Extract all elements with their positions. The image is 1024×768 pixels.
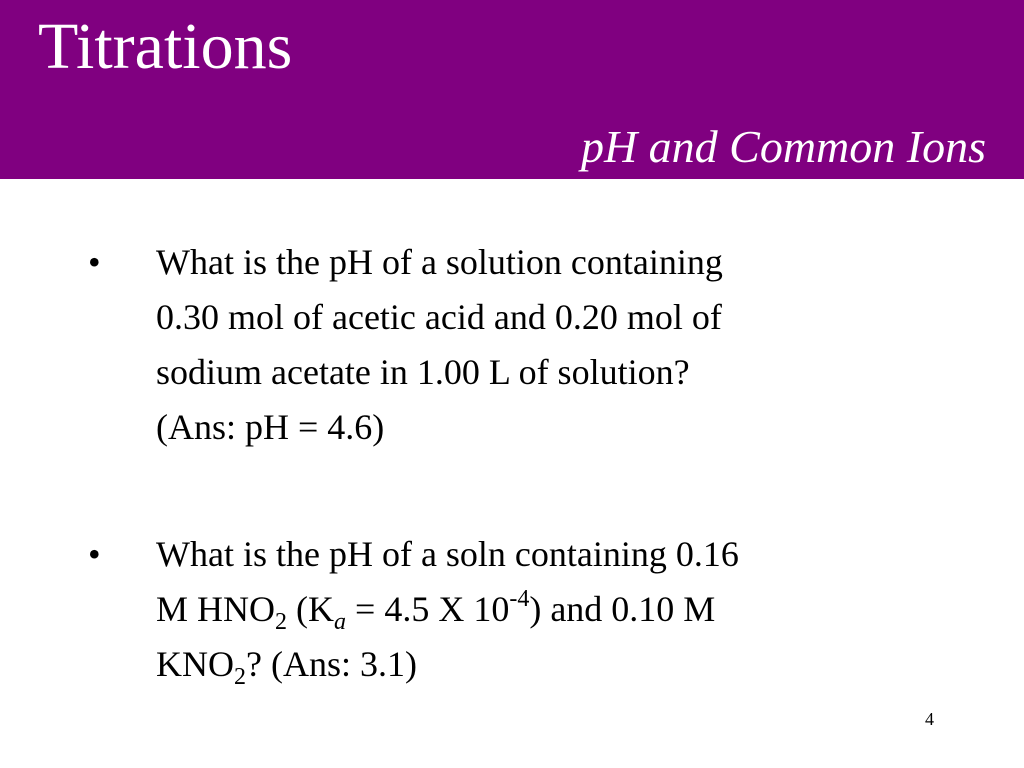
page-number: 4 [925, 709, 934, 729]
slide-title: Titrations [38, 10, 293, 83]
bullet-line: What is the pH of a solution containing [156, 242, 723, 282]
text-fragment: M HNO [156, 589, 276, 629]
text-fragment: ) and 0.10 M [529, 589, 716, 629]
subscript-italic: a [334, 609, 347, 635]
bullet-marker: • [88, 534, 101, 574]
bullet-marker: • [88, 242, 101, 282]
bullet-line: sodium acetate in 1.00 L of solution? [156, 352, 690, 392]
text-fragment: (K [287, 589, 335, 629]
title-bar [0, 0, 1024, 179]
subscript: 2 [275, 609, 288, 635]
text-fragment: = 4.5 X 10 [346, 589, 510, 629]
slide-subtitle: pH and Common Ions [580, 121, 986, 172]
bullet-line: What is the pH of a soln containing 0.16 [156, 534, 739, 574]
superscript: -4 [509, 586, 530, 612]
bullet-line-with-formula [156, 582, 916, 637]
bullet-line-with-formula [156, 637, 916, 692]
bullet-text [156, 235, 916, 455]
bullet-line: 0.30 mol of acetic acid and 0.20 mol of [156, 297, 722, 337]
text-fragment: ? (Ans: 3.1) [246, 644, 417, 684]
text-fragment: KNO [156, 644, 234, 684]
subscript: 2 [234, 664, 246, 690]
bullet-line: (Ans: pH = 4.6) [156, 407, 385, 447]
bullet-text [156, 527, 916, 692]
